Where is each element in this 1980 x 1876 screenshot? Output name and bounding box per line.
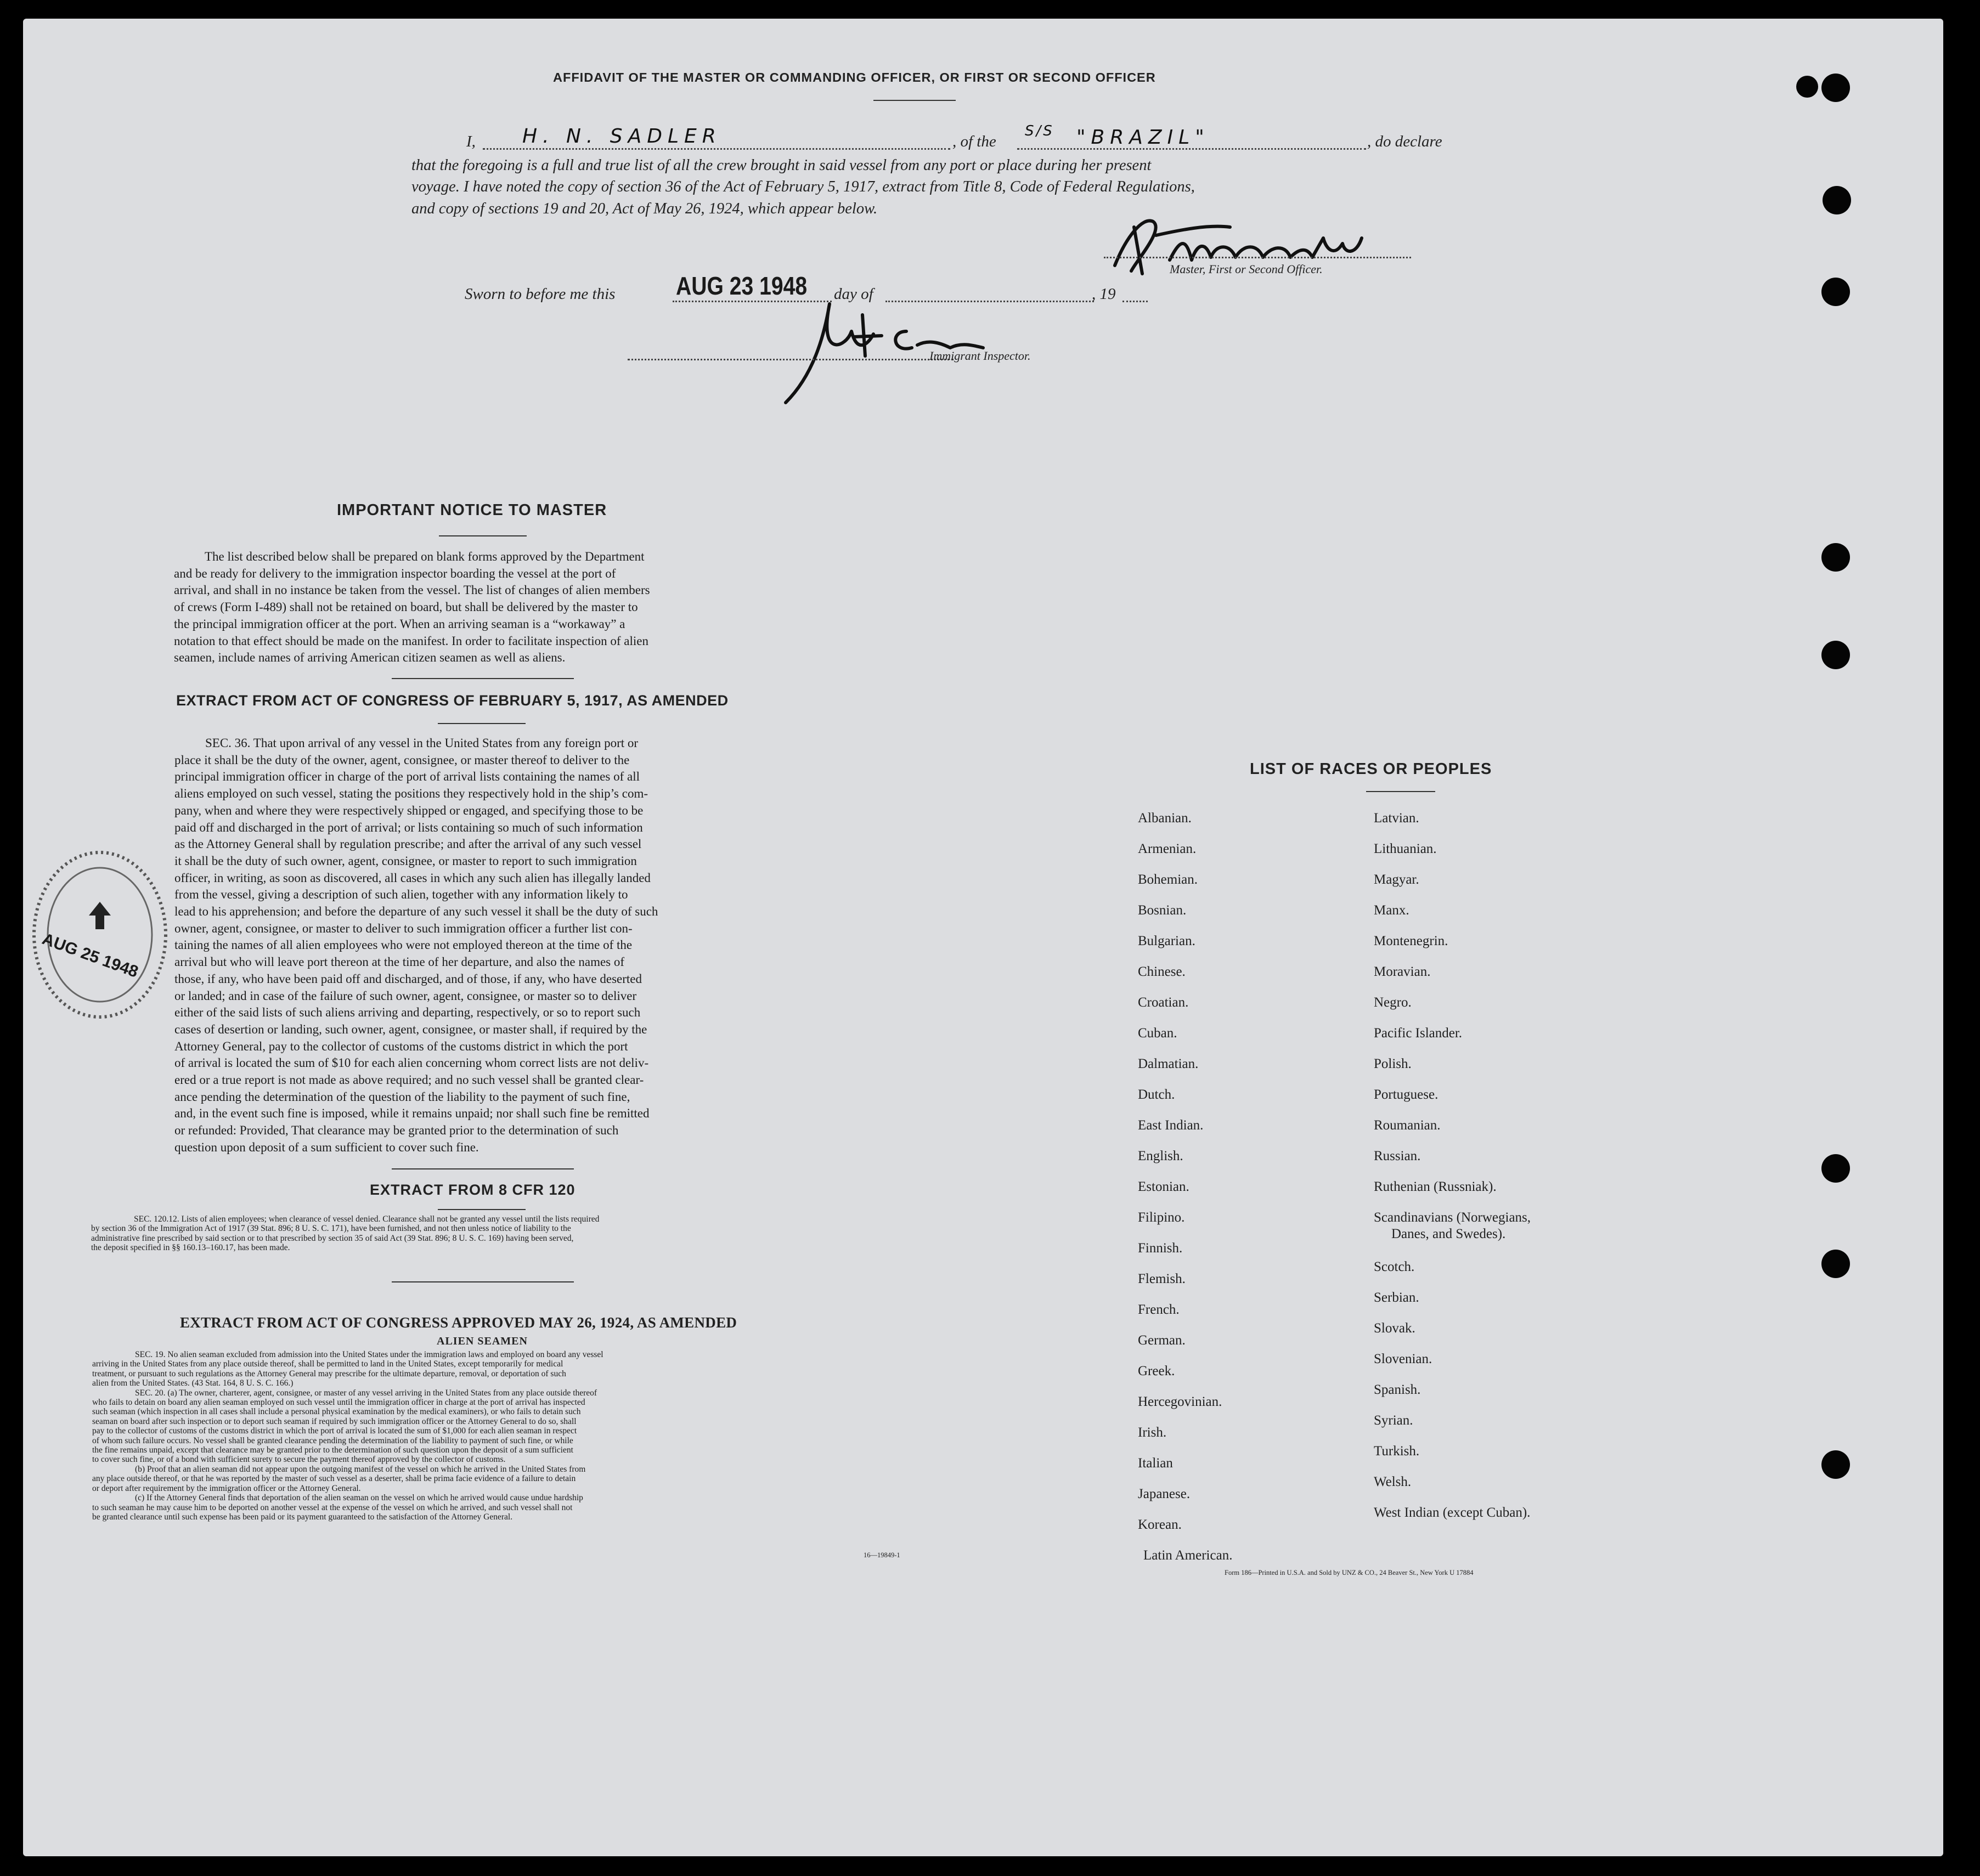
act-1917-line: arrival but who will leave port thereon at the time of her departure, and also the names of <box>174 955 625 969</box>
race-item: Flemish. <box>1138 1272 1186 1286</box>
act-1917-line: pany, when and where they were respectively shipped or engaged, and specifying those to be <box>174 803 644 817</box>
race-item: Filipino. <box>1138 1210 1185 1225</box>
race-item: Estonian. <box>1138 1179 1189 1194</box>
race-item: Greek. <box>1138 1364 1175 1378</box>
sworn-prefix: Sworn to before me this <box>465 285 616 303</box>
act-1924-line: of whom such failure occurs. No vessel shall be granted clearance pending the determination of the liability to payment of such fine, or while <box>92 1436 573 1445</box>
act-1917-line: SEC. 36. That upon arrival of any vessel in the United States from any foreign port or <box>205 736 639 750</box>
act-1917-line: it shall be the duty of such owner, agent, consignee, or master to report to such immigration <box>174 854 637 868</box>
punch-hole <box>1823 186 1851 214</box>
cfr-heading: EXTRACT FROM 8 CFR 120 <box>370 1182 576 1198</box>
act-1917-line: question upon deposit of a sum sufficient to cover such fine. <box>174 1140 479 1154</box>
act-1924-heading: EXTRACT FROM ACT OF CONGRESS APPROVED MAY 26, 1924, AS AMENDED <box>180 1314 737 1331</box>
race-item: Italian <box>1138 1456 1173 1471</box>
print-code: 16—19849-1 <box>864 1551 900 1559</box>
race-item: Montenegrin. <box>1374 934 1448 948</box>
act-1917-line: cases of desertion or landing, such owner, agent, consignee, or master shall, if required by the <box>174 1022 647 1036</box>
race-item: Chinese. <box>1138 964 1186 979</box>
race-item: Bohemian. <box>1138 872 1198 887</box>
act-1917-line: or landed; and in case of the failure of such owner, agent, consignee, or master so to deliver <box>174 988 637 1003</box>
punch-hole <box>1821 543 1850 572</box>
cfr-line: SEC. 120.12. Lists of alien employees; when clearance of vessel denied. Clearance shall not be granted any vessel until the lists required <box>134 1214 600 1224</box>
divider <box>438 1209 526 1210</box>
act-1917-heading: EXTRACT FROM ACT OF CONGRESS OF FEBRUARY 5, 1917, AS AMENDED <box>176 692 729 709</box>
act-1924-line: to such seaman he may cause him to be deported on another vessel at the expense of the vessel on which he arrived, and such vessel shall not <box>92 1502 573 1512</box>
race-item: Dutch. <box>1138 1087 1175 1102</box>
race-item: Scandinavians (Norwegians, <box>1374 1210 1531 1225</box>
race-item: Serbian. <box>1374 1290 1419 1305</box>
divider <box>439 535 527 536</box>
act-1924-line: pay to the collector of customs of the customs district in which the port of arrival is located the sum of $1,000 for each alien seaman in respect <box>92 1426 577 1436</box>
act-1917-line: lead to his apprehension; and before the departure of any such vessel it shall be the duty of such <box>174 905 658 919</box>
act-1924-line: treatment, or pursuant to such regulations as the Attorney General may prescribe for the ultimate departure, removal, or deportation of such <box>92 1369 566 1378</box>
punch-hole <box>1821 1154 1850 1183</box>
race-item: Finnish. <box>1138 1241 1183 1256</box>
race-item: Scotch. <box>1374 1259 1415 1274</box>
act-1917-line: place it shall be the duty of the owner, agent, consignee, or master thereof to deliver to the <box>174 753 630 767</box>
race-item: Negro. <box>1374 995 1412 1010</box>
race-item: German. <box>1138 1333 1186 1348</box>
punch-hole <box>1821 1450 1850 1479</box>
cfr-line: the deposit specified in §§ 160.13–160.17, has been made. <box>91 1243 290 1253</box>
act-1924-line: (b) Proof that an alien seaman did not appear upon the outgoing manifest of the vessel on which he arrived in the United States from <box>135 1464 586 1474</box>
race-item: Latvian. <box>1374 811 1419 826</box>
master-name-handwritten: H. N. SADLER <box>522 125 721 148</box>
race-item: Bulgarian. <box>1138 934 1195 948</box>
affidavit-line-2: that the foregoing is a full and true list of all the crew brought in said vessel from any port or place during her present <box>411 157 1152 174</box>
race-item: Hercegovinian. <box>1138 1394 1222 1409</box>
form-footer: Form 186—Printed in U.S.A. and Sold by UNZ & CO., 24 Beaver St., New York U 17884 <box>1225 1569 1474 1576</box>
divider <box>392 1168 574 1169</box>
race-item: West Indian (except Cuban). <box>1374 1505 1531 1520</box>
inspector-caption: Immigrant Inspector. <box>929 349 1031 363</box>
punch-hole <box>1796 76 1818 98</box>
punch-hole <box>1821 1250 1850 1278</box>
race-item: Armenian. <box>1138 841 1197 856</box>
notice-line: The list described below shall be prepared on blank forms approved by the Department <box>205 550 645 563</box>
notice-line: of crews (Form I-489) shall not be retained on board, but shall be delivered by the master to <box>174 600 638 614</box>
act-1917-line: officer, in writing, as soon as discovered, all cases in which any such alien has illegally landed <box>174 871 651 885</box>
act-1924-line: the fine remains unpaid, except that clearance may be granted prior to the determination of such question upon the deposit of a sum sufficient <box>92 1445 573 1455</box>
notice-line: arrival, and shall in no instance be taken from the vessel. The list of changes of alien members <box>174 583 650 597</box>
act-1924-line: seaman on board after such inspection or to deport such seaman if required by such immigration officer or the Attorney General to do so, shall <box>92 1416 577 1426</box>
round-stamp-date: AUG 25 1948 <box>40 930 141 981</box>
act-1924-line: arriving in the United States from any place outside thereof, shall be permitted to land in the United States, except temporarily for medical <box>92 1359 563 1369</box>
race-item: Japanese. <box>1138 1487 1191 1501</box>
document-page <box>23 19 1943 1856</box>
race-item: Cuban. <box>1138 1026 1177 1041</box>
act-1917-line: principal immigration officer in charge of the port of arrival lists containing the names of all <box>174 770 640 784</box>
act-1917-line: as the Attorney General shall by regulation prescribe; and after the arrival of any such vessel <box>174 837 642 851</box>
master-name-line <box>483 148 950 150</box>
act-1924-line: such seaman (which inspection in all cases shall include a personal physical examination by the medical examiners), or who fails to detain such <box>92 1407 581 1417</box>
race-item: Irish. <box>1138 1425 1167 1440</box>
divider <box>438 723 526 724</box>
day-of-text: day of <box>834 285 873 303</box>
act-1917-line: either of the said lists of such aliens arriving and departing, respectively, or so to report such <box>174 1005 641 1020</box>
cfr-text <box>91 1214 914 1253</box>
race-item: Croatian. <box>1138 995 1189 1010</box>
race-item: Turkish. <box>1374 1444 1420 1459</box>
act-1917-line: Attorney General, pay to the collector of customs of the customs district in which the port <box>174 1039 628 1053</box>
race-item: Ruthenian (Russniak). <box>1374 1179 1497 1194</box>
act-1924-line: who fails to detain on board any alien seaman employed on such vessel until the immigration officer in charge at the port of arrival has inspected <box>92 1398 585 1408</box>
act-1924-line: alien from the United States. (43 Stat. 164, 8 U. S. C. 166.) <box>92 1378 294 1388</box>
punch-hole <box>1821 278 1850 306</box>
cfr-line: administrative fine prescribed by said section or to that prescribed by section 35 of said Act (39 Stat. 896; 8 U. S. C. 169) having been served, <box>91 1233 574 1243</box>
notice-line: the principal immigration officer at the port. When an arriving seaman is a “workaway” a <box>174 617 625 631</box>
cfr-line: by section 36 of the Immigration Act of 1917 (39 Stat. 896; 8 U. S. C. 171), have been furnished, and not then unless notice of liability to the <box>91 1224 571 1234</box>
race-item: Portuguese. <box>1374 1087 1439 1102</box>
race-item: Danes, and Swedes). <box>1391 1227 1506 1241</box>
affidavit-line-3: voyage. I have noted the copy of section 36 of the Act of February 5, 1917, extract from Title 8, Code of Federal Regulations, <box>411 178 1195 195</box>
act-1924-text <box>92 1350 915 1522</box>
vessel-prefix-handwritten: S/S <box>1025 123 1054 139</box>
act-1917-line: from the vessel, giving a description of such alien, together with any information likely to <box>174 888 628 902</box>
affidavit-heading: AFFIDAVIT OF THE MASTER OR COMMANDING OFFICER, OR FIRST OR SECOND OFFICER <box>553 70 1156 84</box>
punch-hole <box>1821 74 1850 102</box>
race-item: Moravian. <box>1374 964 1431 979</box>
act-1917-line: taining the names of all alien employees who were not employed thereon at the time of the <box>174 938 633 952</box>
race-item: Albanian. <box>1138 811 1192 826</box>
race-item: Korean. <box>1138 1517 1182 1532</box>
sworn-date-stamp: AUG 23 1948 <box>676 272 808 300</box>
act-1917-line: ance pending the determination of the question of the liability to the payment of such fine, <box>174 1089 630 1104</box>
affidavit-i: I, <box>466 133 476 150</box>
race-item: Lithuanian. <box>1374 841 1437 856</box>
race-item: Magyar. <box>1374 872 1419 887</box>
signature-line <box>1104 257 1411 258</box>
act-1924-line: or deport after requirement by the immigration officer or the Attorney General. <box>92 1483 361 1493</box>
notice-line: and be ready for delivery to the immigration inspector boarding the vessel at the port of <box>174 566 616 580</box>
inspector-signature-line <box>628 359 954 360</box>
race-item: Syrian. <box>1374 1413 1413 1428</box>
race-item: Slovenian. <box>1374 1352 1432 1366</box>
act-1917-line: or refunded: Provided, That clearance may be granted prior to the determination of such <box>174 1123 619 1138</box>
race-item: English. <box>1138 1149 1183 1163</box>
of-the-text: , of the <box>952 133 996 150</box>
race-item: French. <box>1138 1302 1180 1317</box>
act-1917-line: ered or a true report is not made as above required; and no such vessel shall be granted clear- <box>174 1073 644 1087</box>
divider <box>392 1281 574 1282</box>
act-1917-line: owner, agent, consignee, or master to deliver to such immigration officer a further list con- <box>174 921 633 935</box>
race-item: Slovak. <box>1374 1321 1415 1336</box>
year-prefix: , 19 <box>1092 285 1116 303</box>
act-1917-line: aliens employed on such vessel, stating the positions they respectively hold in the ship’s com- <box>174 787 648 801</box>
act-1924-line: to cover such fine, or of a bond with sufficient surety to secure the payment thereof approved by the collector of customs. <box>92 1455 506 1465</box>
notice-line: notation to that effect should be made on the manifest. In order to facilitate inspection of alien <box>174 634 648 648</box>
race-item: Roumanian. <box>1374 1118 1441 1133</box>
race-item: Manx. <box>1374 903 1409 918</box>
race-item: Spanish. <box>1374 1382 1421 1397</box>
divider <box>1366 791 1435 792</box>
race-item: Polish. <box>1374 1056 1412 1071</box>
race-item: Welsh. <box>1374 1474 1412 1489</box>
affidavit-line-4: and copy of sections 19 and 20, Act of May 26, 1924, which appear below. <box>411 200 878 217</box>
race-item: Pacific Islander. <box>1374 1026 1463 1041</box>
notice-line: seamen, include names of arriving American citizen seamen as well as aliens. <box>174 651 566 665</box>
act-1917-line: of arrival is located the sum of $10 for each alien concerning whom correct lists are not deliv- <box>174 1056 649 1070</box>
race-item: Dalmatian. <box>1138 1056 1199 1071</box>
act-1924-subheading: ALIEN SEAMEN <box>437 1335 528 1347</box>
act-1917-line: and, in the event such fine is imposed, while it remains unpaid; nor shall such fine be remitted <box>174 1106 650 1121</box>
race-item: Latin American. <box>1143 1548 1233 1563</box>
vessel-name-handwritten: "BRAZIL" <box>1076 126 1210 149</box>
act-1924-line: SEC. 19. No alien seaman excluded from admission into the United States under the immigration laws and employed on board any vessel <box>135 1350 603 1359</box>
act-1924-line: SEC. 20. (a) The owner, charterer, agent, consignee, or master of any vessel arriving in the United States from any place outside thereof <box>135 1388 597 1398</box>
race-item: Russian. <box>1374 1149 1421 1163</box>
act-1917-line: those, if any, who have been paid off and discharged, and of those, if any, who have deserted <box>174 971 642 986</box>
divider <box>873 100 956 101</box>
punch-hole <box>1821 641 1850 669</box>
act-1924-line: (c) If the Attorney General finds that deportation of the alien seaman on the vessel on which he arrived would cause undue hardship <box>135 1493 583 1503</box>
do-declare-text: , do declare <box>1367 133 1442 150</box>
act-1924-line: any place outside thereof, or that he was reported by the master of such vessel as a deserter, shall be prima facie evidence of a failure to detain <box>92 1474 576 1484</box>
act-1917-line: paid off and discharged in the port of arrival; or lists containing so much of such information <box>174 820 643 834</box>
act-1917-text <box>174 735 793 1156</box>
divider <box>392 678 574 679</box>
notice-text <box>174 549 793 666</box>
notice-heading: IMPORTANT NOTICE TO MASTER <box>337 501 607 519</box>
race-item: Bosnian. <box>1138 903 1187 918</box>
year-line <box>1122 301 1148 302</box>
races-heading: LIST OF RACES OR PEOPLES <box>1250 760 1492 778</box>
race-item: East Indian. <box>1138 1118 1204 1133</box>
signature-caption: Master, First or Second Officer. <box>1170 262 1323 276</box>
act-1924-line: be granted clearance until such expense has been paid or its payment guaranteed to the satisfaction of the Attorney General. <box>92 1512 513 1522</box>
